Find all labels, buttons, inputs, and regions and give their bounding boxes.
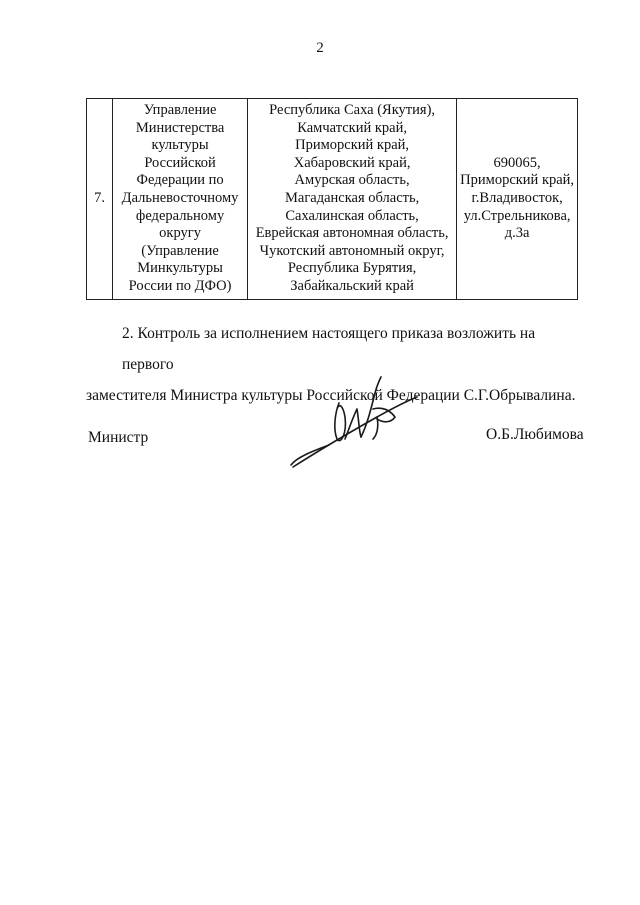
table-row: [87, 99, 578, 300]
paragraph-line: заместителя Министра культуры Российской Федерации С.Г.Обрывалина.: [86, 387, 576, 404]
org-line: Российской: [144, 154, 216, 171]
org-line: (Управление: [141, 242, 219, 259]
org-line: федеральному: [135, 207, 225, 224]
org-line: Минкультуры: [137, 260, 223, 277]
org-line: Министерства: [135, 119, 225, 136]
address-line: д.3а: [504, 225, 530, 242]
organization-cell: [113, 99, 248, 300]
paragraph-line: 2. Контроль за исполнением настоящего приказа возложить на первого: [122, 325, 536, 373]
region-line: Сахалинская область,: [285, 207, 419, 224]
region-line: Республика Бурятия,: [287, 260, 417, 277]
region-line: Приморский край,: [295, 137, 410, 154]
region-line: Амурская область,: [294, 172, 410, 189]
org-line: Дальневосточному: [121, 189, 239, 206]
region-line: Республика Саха (Якутия),: [269, 102, 436, 118]
org-line: округу: [159, 225, 201, 242]
signatory-name: О.Б.Любимова: [486, 426, 584, 443]
region-line: Еврейская автономная область,: [255, 225, 449, 242]
address-line: 690065,: [493, 154, 541, 171]
region-line: Хабаровский край,: [293, 154, 411, 171]
address-line: ул.Стрельникова,: [463, 207, 571, 224]
address-line: г.Владивосток,: [471, 189, 563, 206]
region-line: Чукотский автономный округ,: [259, 242, 445, 259]
signatory-title: Министр: [88, 429, 149, 446]
handwritten-signature: [285, 373, 425, 473]
region-line: Камчатский край,: [297, 119, 407, 136]
org-line: Федерации по: [136, 172, 224, 189]
row-number: 7.: [87, 99, 113, 300]
org-line: Управление: [143, 102, 217, 118]
region-line: Забайкальский край: [290, 277, 414, 294]
region-line: Магаданская область,: [284, 189, 420, 206]
regional-office-table: [86, 98, 578, 300]
org-line: культуры: [151, 137, 209, 154]
org-line: России по ДФО): [128, 277, 232, 294]
page-number: 2: [316, 40, 324, 56]
address-line: Приморский край,: [460, 172, 575, 189]
address-cell: [457, 99, 578, 300]
regions-cell: [247, 99, 456, 300]
